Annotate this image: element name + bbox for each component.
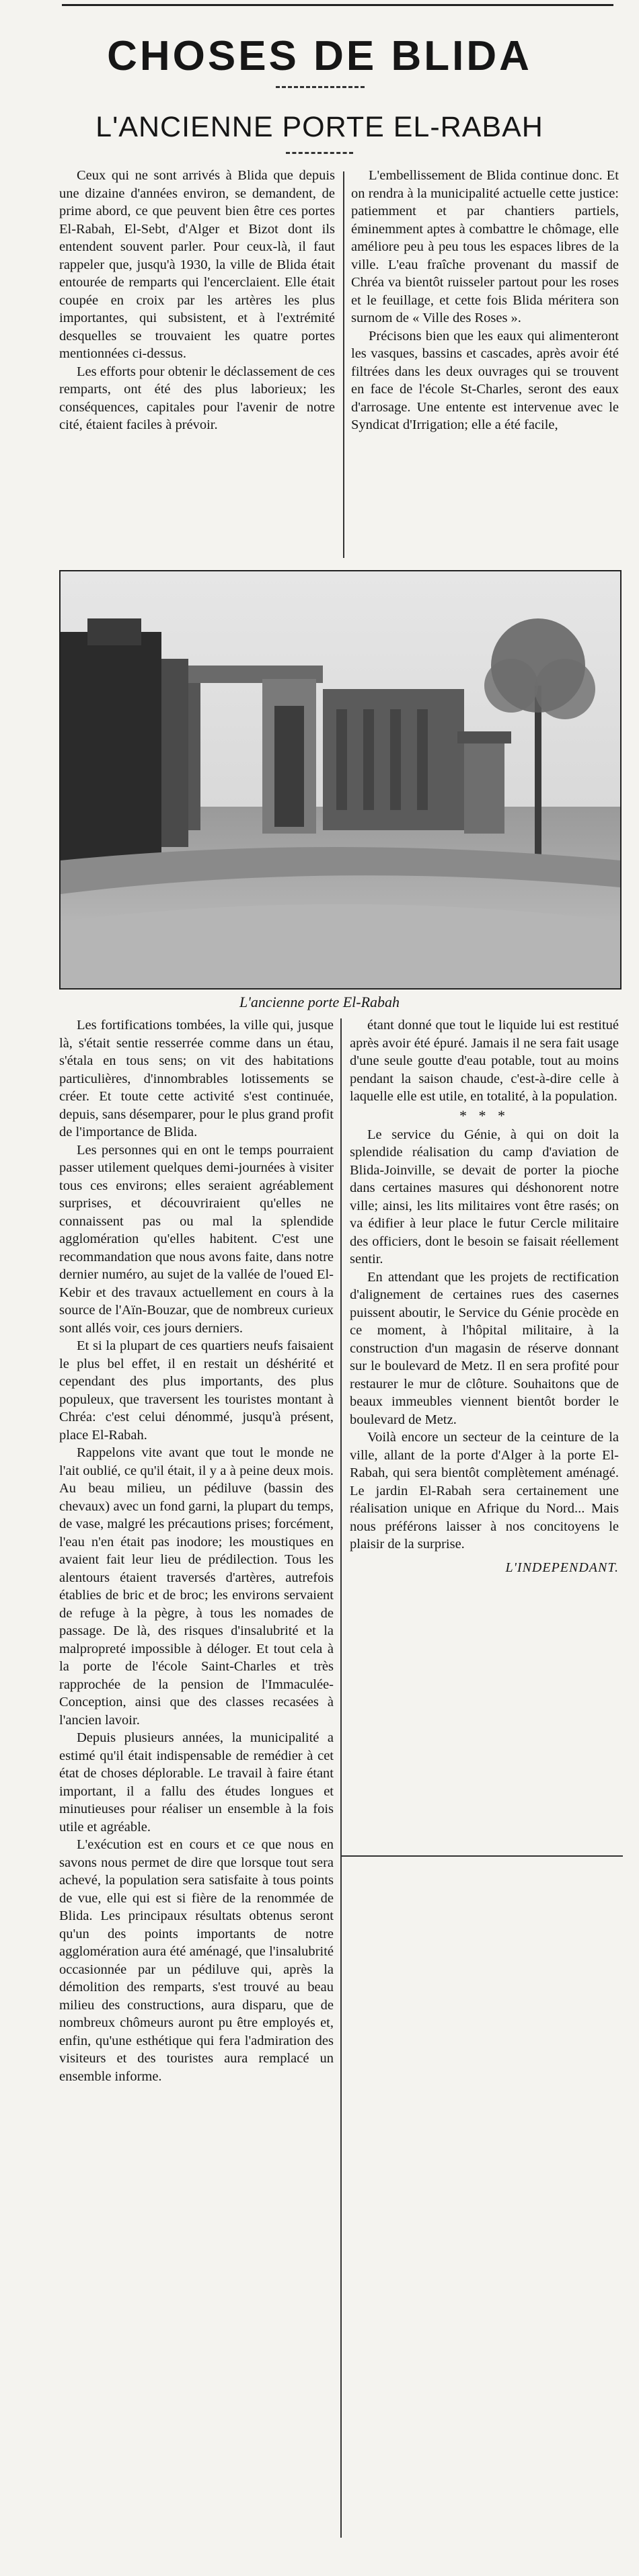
paragraph: Précisons bien que les eaux qui alimenteront les vasques, bassins et cascades, après avoir été filtrées dans les deux ouvrages qui se trouvent en face de l'école St-Charles, seront des eaux d'arrosage. Une entente est intervenue avec le Syndicat d'Irrigation; elle a été facile,: [351, 328, 619, 432]
paragraph: Depuis plusieurs années, la municipalité a estimé qu'il était indispensable de remédier à cet état de choses déplorable. Le travail à faire étant important, il a fallu des études longues et minutieuses pour réaliser un ensemble à la fois utile et agréable.: [59, 1730, 334, 1835]
porte-el-rabah-photo: [59, 570, 622, 990]
paragraph: Les efforts pour obtenir le déclassement de ces remparts, ont été des plus laborieux; les conséquences, capitales pour l'avenir de notre cité, étaient faciles à prévoir.: [59, 364, 335, 432]
top-rule: [62, 4, 613, 6]
column-top-right: [351, 167, 619, 434]
paragraph: L'embellissement de Blida continue donc. Et on rendra à la municipalité actuelle cette justice: patiemment et par chantiers partiels, éminemment aptes à combattre le chômage, elle améliore peu à peu tous les espaces libres de la ville. L'eau fraîche provenant du massif de Chréa va bientôt ruisseler partout pour les roses et le feuillage, et cette fois Blida méritera son surnom de « Ville des Roses ».: [351, 168, 619, 325]
article-subtitle: L'ANCIENNE PORTE EL-RABAH: [96, 111, 543, 143]
paragraph: L'exécution est en cours et ce que nous en savons nous permet de dire que lorsque tout sera achevé, la population sera satisfaite à tous points de vue, elle qui est si fière de la renommée de Blida. Les principaux résultats obtenus seront qu'un des points importants de notre agglomération aura été aménagé, que l'insalubrité occasionnée par un pédiluve qui, après la démolition des remparts, s'est trouvé au beau milieu des constructions, aura disparu, que de nombreux chômeurs auront pu être employés et, enfin, qu'une esthétique qui fera l'admiration des visiteurs et des touristes aura remplacé un ensemble informe.: [59, 1837, 334, 2084]
column-rule: [343, 171, 344, 558]
subtitle-divider: [286, 152, 353, 158]
signature: L'INDEPENDANT.: [505, 1560, 619, 1575]
column-bottom-left: [59, 1016, 334, 2085]
paragraph: étant donné que tout le liquide lui est restitué après avoir été épuré. Jamais il ne sera fait usage d'une seule goutte d'eau potable, tout au moins pendant la saison chaude, c'est-à-dire celle à laquelle elle est utile, en totalité, à la population.: [350, 1018, 619, 1104]
title-divider: [276, 86, 365, 92]
column-top-left: [59, 167, 335, 434]
paragraph: Rappelons vite avant que tout le monde ne l'ait oublié, ce qu'il était, il y a à peine deux mois. Au beau milieu, un pédiluve (bassin des chevaux) avec un fond garni, la plupart du temps, de vase, malgré les précautions prises; forcément, l'eau n'en était pas inodore; les moustiques en avaient fait leur lieu de prédilection. Tous les alentours étaient traversés d'artères, autrefois établies de bric et de broc; les environs servaient de refuge à la pègre, à tous les nomades de passage. De là, des risques d'insalubrité et la malpropreté impossible à déloger. Et tout cela à la porte de l'école Saint-Charles et très rapprochée de la pension de l'Immaculée-Conception, ainsi que des classes recasées à l'ancien lavoir.: [59, 1445, 334, 1728]
paragraph: Les personnes qui en ont le temps pourraient passer utilement quelques demi-journées à visiter tous ces environs; elles seraient agréablement surprises, et découvriraient qu'elles ne connaissent pas ou mal la splendide agglomération qu'elles habitent. C'est une recommandation que nous avons faite, dans notre dernier numéro, au sujet de la vallée de l'oued El-Kebir et des travaux actuellement en cours à la source de l'Aïn-Bouzar, que de nombreux curieux sont allés voir, ces jours derniers.: [59, 1142, 334, 1336]
article-title: CHOSES DE BLIDA: [107, 33, 532, 79]
column-bottom-right: [350, 1016, 619, 1576]
column-rule: [340, 1018, 342, 2538]
paragraph: Ceux qui ne sont arrivés à Blida que depuis une dizaine d'années environ, se demandent, de prime abord, ce que peuvent bien être ces portes El-Rabah, El-Sebt, d'Alger et Bizot dont ils entendent souvent parler. Pour ceux-là, il faut rappeler que, jusqu'à 1930, la ville de Blida était entourée de remparts qui l'encerclaient. Elle était coupée en croix par les artères les plus importantes, qui subsistent, et à l'extrémité desquelles se trouvaient les quatre portes mentionnées ci-dessus.: [59, 168, 335, 361]
paragraph: En attendant que les projets de rectification d'alignement de certaines rues des casernes puissent aboutir, le Service du Génie procède en ce moment, à l'hôpital militaire, à la construction d'un magasin de réserve donnant sur le boulevard de Metz. Il en sera profité pour restaurer le mur de clôture. Souhaitons que de beaux immeubles viennent bientôt border le boulevard de Metz.: [350, 1269, 619, 1427]
end-rule: [340, 1855, 623, 1857]
paragraph: Et si la plupart de ces quartiers neufs faisaient le plus bel effet, il en restait un déshérité et cependant des plus importants, des plus populeux, que traversent les touristes montant à Chréa: c'est celui dénommé, jusqu'à présent, place El-Rabah.: [59, 1338, 334, 1443]
paragraph: Les fortifications tombées, la ville qui, jusque là, s'était sentie resserrée comme dans un étau, s'étala en tous sens; on vit des habitations particulières, d'innombrables lotissements se créer. Et toute cette activité s'est continuée, depuis, sans désemparer, pour le plus grand profit de l'importance de Blida.: [59, 1018, 334, 1139]
paragraph: Le service du Génie, à qui on doit la splendide réalisation du camp d'aviation de Blida-Joinville, se devait de porter la pioche dans certaines masures qui déshonorent notre ville; ainsi, les lits militaires vont être rasés; on va édifier à leur place le futur Cercle militaire des officiers, dont le besoin se faisait réellement sentir.: [350, 1127, 619, 1266]
photo-illustration: [61, 571, 620, 988]
photo-caption: L'ancienne porte El-Rabah: [239, 994, 400, 1010]
section-separator: * * *: [459, 1106, 509, 1124]
paragraph: Voilà encore un secteur de la ceinture de la ville, allant de la porte d'Alger à la porte El-Rabah, qui sera bientôt complètement aménagé. Le jardin El-Rabah sera certainement une réalisation unique en Afrique du Nord... Mais nous préférons laisser à nos concitoyens le plaisir de la surprise.: [350, 1430, 619, 1552]
